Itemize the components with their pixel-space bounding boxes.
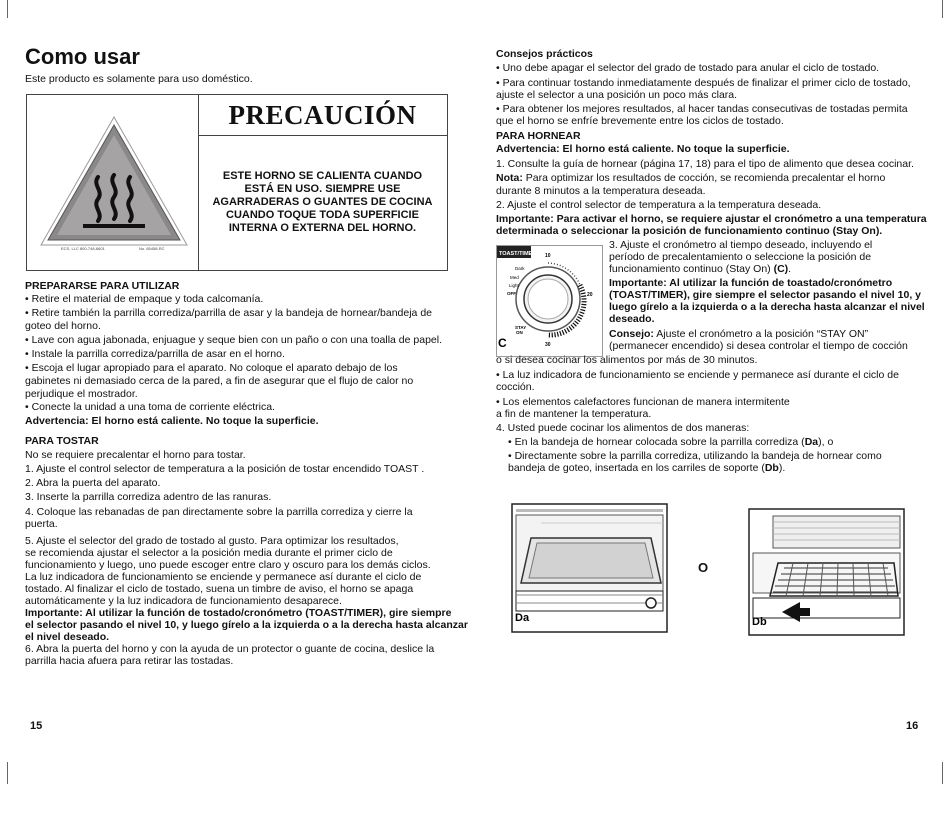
caution-line: ESTÁ EN USO. SIEMPRE USE bbox=[244, 183, 401, 195]
dial-tick-label: 30 bbox=[545, 342, 551, 348]
dial-header: TOAST/TIMER bbox=[499, 251, 537, 257]
figure-reference: Db bbox=[764, 462, 779, 474]
important-text: Importante: Para activar el horno, se requiere ajustar el cronómetro a una temperatura bbox=[496, 213, 927, 225]
page-number: 15 bbox=[30, 720, 43, 732]
tip-line: (permanecer encendido) si desea controlar el tiempo de cocción bbox=[609, 340, 908, 352]
page-title: Como usar bbox=[25, 44, 140, 69]
dial-tick-label: 20 bbox=[587, 292, 593, 298]
list-item: cocción. bbox=[496, 381, 535, 393]
oven-figure-db bbox=[748, 508, 905, 636]
warning-text: Advertencia: El horno está caliente. No toque la superficie. bbox=[496, 143, 790, 155]
dial-label: Light bbox=[509, 283, 519, 288]
list-item: • La luz indicadora de funcionamiento se enciende y permanece así durante el ciclo de bbox=[496, 369, 899, 381]
caution-heading-cell bbox=[198, 95, 447, 136]
list-item: período de precalentamiento o seleccione la posición de bbox=[609, 251, 872, 263]
list-item: a fin de mantener la temperatura. bbox=[496, 408, 652, 420]
list-item: 5. Ajuste el selector del grado de tostado al gusto. Para optimizar los resultados, bbox=[25, 535, 399, 547]
list-item: 2. Ajuste el control selector de temperatura a la temperatura deseada. bbox=[496, 199, 822, 211]
triangle-fine-print: No. 65458-RC bbox=[139, 246, 165, 251]
way-a-end: ), o bbox=[818, 436, 834, 448]
list-item: • Instale la parrilla corrediza/parrilla de asar en el horno. bbox=[25, 348, 285, 360]
list-item: 3. Inserte la parrilla corrediza adentro de las ranuras. bbox=[25, 491, 272, 503]
important-text: (TOAST/TIMER), gire siempre el selector pasando el nivel 10, y bbox=[609, 289, 921, 301]
list-item: • Para obtener los mejores resultados, al hacer tandas consecutivas de tostadas permita bbox=[496, 103, 908, 115]
dial-label: ON bbox=[516, 330, 523, 335]
list-item: 1. Ajuste el control selector de temperatura a la posición de tostar encendido TOAST . bbox=[25, 463, 425, 475]
crop-mark bbox=[942, 762, 943, 784]
list-item bbox=[609, 263, 791, 276]
list-item: ajuste el selector a una posición un poco más clara. bbox=[496, 89, 738, 101]
dial-label: Dark bbox=[515, 266, 525, 271]
caution-line: ESTE HORNO SE CALIENTA CUANDO bbox=[222, 170, 423, 182]
figure-reference: (C) bbox=[773, 263, 789, 275]
note-label: Nota: bbox=[496, 172, 523, 184]
way-a-text: • En la bandeja de hornear colocada sobre la parrilla corrediza ( bbox=[508, 436, 805, 448]
list-item bbox=[508, 462, 785, 475]
crop-mark bbox=[7, 0, 8, 18]
list-item: goteo del horno. bbox=[25, 320, 101, 332]
list-item: gabinetes ni demasiado cerca de la pared, a fin de asegurar que el flujo de calor no bbox=[25, 375, 414, 387]
important-text: deseado. bbox=[609, 313, 655, 325]
caution-line: AGARRADERAS O GUANTES DE COCINA bbox=[212, 196, 433, 208]
important-text: luego gírelo a la izquierda o a la derecha hasta alcanzar el nivel bbox=[609, 301, 925, 313]
list-item: 1. Consulte la guía de hornear (página 17, 18) para el tipo de alimento que desea cocinar. bbox=[496, 158, 914, 170]
list-item: La luz indicadora de funcionamiento se enciende y permanece así durante el ciclo de bbox=[25, 571, 422, 583]
section-heading: PARA TOSTAR bbox=[25, 435, 99, 447]
list-item: 2. Abra la puerta del aparato. bbox=[25, 477, 161, 489]
step3-text: funcionamiento continuo (Stay On) bbox=[609, 263, 774, 275]
list-item: 3. Ajuste el cronómetro al tiempo deseado, incluyendo el bbox=[609, 239, 873, 251]
step3-end: . bbox=[788, 263, 792, 275]
list-item: 4. Usted puede cocinar los alimentos de dos maneras: bbox=[496, 422, 750, 434]
list-item: • Uno debe apagar el selector del grado de tostado para anular el ciclo de tostado. bbox=[496, 62, 880, 74]
crop-mark bbox=[942, 0, 943, 18]
list-item: funcionamiento y luego, uno puede escoger entre claro y oscuro para los demás ciclos. bbox=[25, 559, 431, 571]
dial-label: OFF bbox=[507, 291, 516, 296]
section-heading: Consejos prácticos bbox=[496, 48, 593, 60]
oven-figure-da bbox=[511, 503, 668, 633]
list-item: 4. Coloque las rebanadas de pan directamente sobre la parrilla corrediza y cierre la bbox=[25, 506, 413, 518]
tip-line: o si desea cocinar los alimentos por más de 30 minutos. bbox=[496, 354, 758, 366]
note-line bbox=[496, 172, 885, 185]
caution-heading: PRECAUCIÓN bbox=[228, 99, 417, 130]
list-item: que el horno se enfríe brevemente entre los ciclos de tostado. bbox=[496, 115, 784, 127]
list-item bbox=[508, 436, 833, 449]
list-item: • Retire el material de empaque y toda calcomanía. bbox=[25, 293, 264, 305]
caution-line: INTERNA O EXTERNA DEL HORNO. bbox=[228, 222, 417, 234]
way-b-end: ). bbox=[778, 462, 786, 474]
list-item: • Los elementos calefactores funcionan de manera intermitente bbox=[496, 396, 790, 408]
figure-reference: Da bbox=[804, 436, 819, 448]
important-text: el selector pasando el nivel 10, y luego gírelo a la izquierda o a la derecha hasta alcanzar bbox=[25, 619, 468, 631]
figure-label: Da bbox=[515, 612, 530, 624]
section-heading: PARA HORNEAR bbox=[496, 130, 581, 142]
list-item: • Directamente sobre la parrilla corrediza, utilizando la bandeja de hornear como bbox=[508, 450, 882, 462]
triangle-fine-print: ECS, LLC 800-748-6601 bbox=[61, 246, 105, 251]
list-item: puerta. bbox=[25, 518, 58, 530]
note-line: durante 8 minutos a la temperatura deseada. bbox=[496, 185, 706, 197]
caution-line: CUANDO TOQUE TODA SUPERFICIE bbox=[226, 209, 419, 221]
paragraph-line: No se requiere precalentar el horno para tostar. bbox=[25, 449, 246, 461]
or-label: O bbox=[698, 560, 709, 575]
important-text: Importante: Al utilizar la función de tostado/cronómetro (TOAST/TIMER), gire siempre bbox=[25, 607, 452, 619]
section-heading: PREPARARSE PARA UTILIZAR bbox=[25, 280, 180, 292]
hot-surface-warning-icon bbox=[27, 95, 199, 270]
important-text: Importante: Al utilizar la función de toastado/cronómetro bbox=[609, 277, 893, 289]
list-item: tostado. Al finalizar el ciclo de tostado, suena un timbre de aviso, el horno se apaga bbox=[25, 583, 414, 595]
page-number: 16 bbox=[906, 720, 919, 732]
figure-label: C bbox=[498, 336, 507, 350]
tip-text: Ajuste el cronómetro a la posición “STAY ON” bbox=[653, 328, 869, 340]
list-item: 6. Abra la puerta del horno y con la ayuda de un protector o guante de cocina, deslice la bbox=[25, 643, 435, 655]
important-text: el nivel deseado. bbox=[25, 631, 110, 643]
warning-text: Advertencia: El horno está caliente. No toque la superficie. bbox=[25, 415, 319, 427]
dial-tick-label: 10 bbox=[545, 253, 551, 259]
figure-label: Db bbox=[752, 616, 767, 628]
list-item: • Retire también la parrilla corrediza/parrilla de asar y la bandeja de hornear/bandeja de bbox=[25, 307, 432, 319]
list-item: parrilla hacia afuera para retirar las tostadas. bbox=[25, 655, 234, 667]
list-item: perjudique el mostrador. bbox=[25, 388, 138, 400]
list-item: automáticamente y la luz indicadora de funcionamiento desaparece. bbox=[25, 595, 342, 607]
tip-label: Consejo: bbox=[609, 328, 654, 340]
dial-label: Med bbox=[510, 275, 519, 280]
note-text: Para optimizar los resultados de cocción, se recomienda precalentar el horno bbox=[522, 172, 886, 184]
list-item: • Escoja el lugar apropiado para el aparato. No coloque el aparato debajo de los bbox=[25, 362, 398, 374]
way-b-text: bandeja de goteo, insertada en los carriles de soporte ( bbox=[508, 462, 765, 474]
subtitle: Este producto es solamente para uso doméstico. bbox=[25, 73, 253, 85]
list-item: se recomienda ajustar el selector a la posición media durante el primer ciclo de bbox=[25, 547, 393, 559]
timer-dial-figure bbox=[496, 245, 603, 357]
list-item: • Lave con agua jabonada, enjuague y seque bien con un paño o con una toalla de papel. bbox=[25, 334, 443, 346]
list-item: • Para continuar tostando inmediatamente después de finalizar el primer ciclo de tostado, bbox=[496, 77, 911, 89]
caution-text bbox=[198, 135, 447, 270]
caution-box bbox=[26, 94, 448, 271]
dial-label: STAY bbox=[515, 325, 527, 330]
crop-mark bbox=[7, 762, 8, 784]
list-item: • Conecte la unidad a una toma de corriente eléctrica. bbox=[25, 401, 275, 413]
important-text: determinada o seleccionar la posición de funcionamiento continuo (Stay On). bbox=[496, 225, 883, 237]
